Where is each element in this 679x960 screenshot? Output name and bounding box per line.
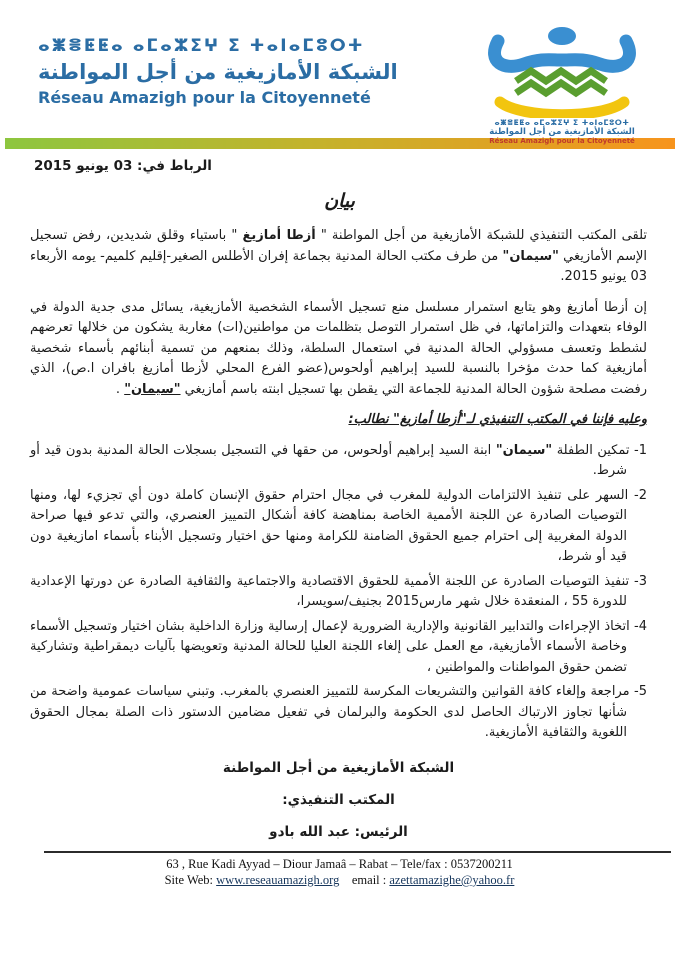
- signature-org: الشبكة الأمازيغية من أجل المواطنة: [222, 759, 455, 776]
- footer-email-label: email :: [351, 873, 387, 887]
- footer-divider: [44, 851, 671, 853]
- demands-list: [30, 441, 647, 744]
- statement-title: بيان: [324, 190, 355, 212]
- logo-caption-tifinagh: ⴰⵥⴻⵟⵟⴰ ⴰⵎⴰⵣⵉⵖ ⵉ ⵜⴰⵏⴰⵎⵓⵔⵜ: [494, 118, 630, 127]
- org-name-french: Réseau Amazigh pour la Citoyenneté: [38, 88, 371, 107]
- footer-contacts: [0, 872, 679, 888]
- letterhead: [0, 0, 679, 145]
- logo-caption-arabic: الشبكة الأمازيغية من أجل المواطنة: [489, 127, 635, 137]
- paragraph-intro: تلقى المكتب التنفيذي للشبكة الأمازيغية من أجل المواطنة " أزطا أمازيغ " باستياء وقلق شديدين، رفض تسجيل الإسم الأمازيغي "سيمان" من طرف مكتب الحالة المدنية بجماعة إفران الأطلس الصغير-إقليم كلميم- يومه الأربعاء 03 يونيو 2015.: [30, 228, 648, 284]
- footer: [0, 851, 679, 888]
- demand-item: 5- مراجعة وإلغاء كافة القوانين والتشريعات المكرسة للتمييز العنصري بالمغرب. وتبني سياسات عمومية واضحة من شأنها تجاوز الارتباك الحاصل لدى الحكومة والبرلمان في تفعيل مضامين الدستور ذات الصلة بمجال الحقوق اللغوية والثقافية الأمازيغية.: [30, 684, 647, 740]
- footer-email-link[interactable]: azettamazighe@yahoo.fr: [389, 873, 515, 887]
- demand-item: 2- السهر على تنفيذ الالتزامات الدولية للمغرب في مجال احترام حقوق الإنسان كاملة دون أي تجزيء لها، ومنها التوصيات الصادرة عن اللجنة الأممية الخاصة بمناهضة كافة أشكال التمييز العنصري، والتي تدعو فيها صراحة الدولة المغربية إلى احترام جميع الحقوق الضامنة للكرامة ومنها حق اختيار وتسجيل الأبناء بأسماء امازيغية دون قيد أو شرط،: [30, 487, 647, 564]
- footer-site-label: Site Web:: [164, 873, 214, 887]
- demand-item: 4- اتخاذ الإجراءات والتدابير القانونية والإدارية الضرورية لإعمال إرسالية وزارة الداخلية بشان اختيار وتسجيل الأسماء وخاصة الأسماء الأمازيغية، مع العمل على إلغاء اللجنة العليا للحالة المدنية وتعويضها بآليات ديمقراطية وتشاركية تضمن حقوق المواطنات والمواطنين ،: [30, 618, 647, 675]
- demand-item: 1- تمكين الطفلة "سيمان" ابنة السيد إبراهيم أولحوس، من حقها في التسجيل بسجلات الحالة المدنية بدون قيد أو شرط.: [30, 442, 647, 478]
- amazigh-figure-icon: [482, 24, 642, 118]
- signature-president: الرئيس: عبد الله بادو: [269, 823, 408, 840]
- logo-caption-french: Réseau Amazigh pour la Citoyenneté: [489, 137, 635, 145]
- org-name-block: [38, 24, 398, 110]
- date-line: الرباط في: 03 يونيو 2015: [34, 158, 212, 174]
- demand-item: 3- تنفيذ التوصيات الصادرة عن اللجنة الأممية للحقوق الاقتصادية والاجتماعية والثقافية الصادرة عن دورتها الإعدادية للدورة 55 ، المنعقدة خلال شهر مارس2015 بجنيف/سويسرا،: [30, 573, 647, 609]
- footer-website-link[interactable]: www.reseauamazigh.org: [216, 873, 340, 887]
- org-name-tifinagh: ⴰⵥⴻⵟⵟⴰ ⴰⵎⴰⵣⵉⵖ ⵉ ⵜⴰⵏⴰⵎⵓⵔⵜ: [38, 36, 365, 56]
- demands-heading: وعليه فإننا في المكتب التنفيذي لـ"أزطا أمازيغ" نطالب:: [348, 412, 647, 427]
- signature-office: المكتب التنفيذي:: [282, 791, 395, 808]
- paragraph-context: إن أزطا أمازيغ وهو يتابع استمرار مسلسل منع تسجيل الأسماء الشخصية الأمازيغية، يسائل مدى جدية الدولة في الوفاء بتعهدات والتزاماتها، في ظل استمرار التوصل بتظلمات من مواطنين(ات) مغاربة يشكون من خلالها تعرضهم لشطط وتعسف مسؤولي الحالة المدنية في استعمال السلطة، وذلك بمنعهم من تسمية أبنائهم بأسماء شخصية أمازيغية كما حدث مؤخرا بالنسبة للسيد إبراهيم أولحوس(عضو الفرع المحلي لأزطا أمازيغ بافران ا.ص)، الذي رفضت مصلحة شؤون الحالة المدنية للجماعة التي يقطن بها تسجيل ابنته باسم أمازيغي "سيمان" .: [30, 299, 647, 397]
- org-logo: [477, 24, 647, 146]
- footer-address: 63 , Rue Kadi Ayyad – Diour Jamaâ – Rabat – Tele/fax : 0537200211: [166, 857, 513, 871]
- statement-body: [0, 212, 679, 842]
- signature-block: [30, 758, 647, 842]
- org-name-arabic: الشبكة الأمازيغية من أجل المواطنة: [38, 60, 398, 84]
